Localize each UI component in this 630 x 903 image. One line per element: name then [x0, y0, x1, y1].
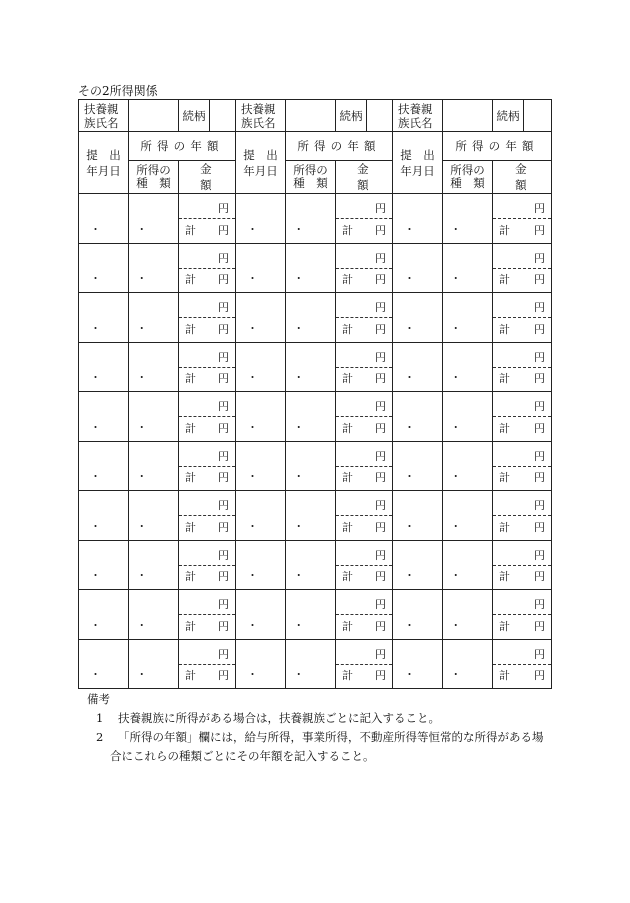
submission-date-field[interactable]: [79, 293, 160, 343]
remark-text-continued: 合にこれらの種類ごとにその年額を記入すること。: [110, 749, 375, 763]
yen-unit: 円: [534, 520, 545, 534]
yen-unit: 円: [218, 647, 229, 661]
amount-field[interactable]: [179, 540, 236, 590]
amount-field[interactable]: [493, 293, 552, 343]
date-dots: ・ ・: [404, 569, 474, 582]
yen-unit: 円: [534, 548, 545, 562]
date-label: 年月日: [400, 163, 435, 178]
yen-unit: 円: [375, 471, 386, 484]
annual-income-header: 所得の年額: [129, 132, 236, 161]
table-row: [79, 293, 552, 343]
yen-unit: 円: [218, 520, 229, 534]
yen-unit: 円: [534, 471, 545, 484]
total-label: 計: [185, 372, 196, 385]
amount-line: [493, 590, 551, 615]
remark-item-2: [90, 728, 544, 766]
yen-unit: 円: [218, 273, 229, 286]
date-dots: ・ ・: [247, 222, 317, 236]
amount-line: [336, 392, 392, 417]
table-row: [79, 491, 552, 541]
total-label: 計: [185, 471, 196, 484]
amount-field[interactable]: [179, 639, 236, 689]
amount-line: [493, 293, 551, 318]
yen-unit: 円: [534, 647, 545, 661]
relationship-field[interactable]: [367, 100, 392, 131]
amount-field[interactable]: [336, 243, 393, 293]
total-label: 計: [185, 273, 196, 286]
submission-date-field[interactable]: [236, 194, 317, 244]
amount-line: [493, 244, 551, 269]
submission-date-field[interactable]: [236, 293, 317, 343]
dependent-name-field[interactable]: [286, 100, 336, 132]
annual-income-header: 所得の年額: [286, 132, 393, 161]
total-label: 計: [342, 421, 353, 435]
submission-date-field[interactable]: [236, 392, 317, 442]
yen-unit: 円: [375, 273, 386, 286]
yen-unit: 円: [375, 548, 386, 562]
amount-line: [336, 590, 392, 615]
amount-field[interactable]: [179, 590, 236, 640]
amount-field[interactable]: [179, 243, 236, 293]
yen-unit: 円: [375, 647, 386, 661]
total-label: 計: [185, 669, 196, 682]
amount-line: [493, 392, 551, 417]
yen-unit: 円: [534, 350, 545, 364]
amount-header: 金額: [179, 161, 236, 194]
amount-field[interactable]: [493, 639, 552, 689]
amount-line: [179, 442, 235, 467]
total-label: 計: [499, 570, 510, 583]
remark-number: 2: [96, 730, 104, 744]
amount-line: [336, 194, 392, 219]
dependent-name-label: 扶養親 族氏名: [236, 100, 286, 132]
amount-field[interactable]: [336, 342, 393, 392]
yen-unit: 円: [534, 301, 545, 314]
submission-date-field[interactable]: [393, 392, 474, 442]
total-label: 計: [342, 669, 353, 682]
yen-unit: 円: [534, 202, 545, 215]
total-label: 計: [342, 223, 353, 237]
date-dots: ・ ・: [404, 668, 474, 681]
date-dots: ・ ・: [247, 371, 317, 384]
submission-date-field[interactable]: [393, 491, 474, 541]
amount-line: [493, 541, 551, 566]
income-kind-header: 所得の 種 類: [286, 161, 336, 194]
yen-unit: 円: [218, 223, 229, 237]
submission-date-field[interactable]: [393, 441, 474, 491]
yen-unit: 円: [218, 548, 229, 562]
relationship-group: [493, 100, 552, 132]
yen-unit: 円: [534, 499, 545, 512]
amount-field[interactable]: [493, 243, 552, 293]
date-dots: ・ ・: [404, 272, 474, 285]
table-row: [79, 243, 552, 293]
yen-unit: 円: [534, 669, 545, 682]
amount-field[interactable]: [336, 194, 393, 244]
date-dots: ・ ・: [404, 618, 474, 632]
income-kind-header: 所得の 種 類: [129, 161, 179, 194]
yen-unit: 円: [534, 322, 545, 336]
amount-header: 金額: [336, 161, 393, 194]
amount-line: [336, 343, 392, 368]
yen-unit: 円: [534, 570, 545, 583]
amount-field[interactable]: [336, 639, 393, 689]
amount-line: [336, 491, 392, 516]
date-dots: ・ ・: [90, 569, 160, 582]
submission-date-header: [79, 132, 129, 194]
yen-unit: 円: [218, 471, 229, 484]
submission-date-field[interactable]: [79, 243, 160, 293]
date-dots: ・ ・: [404, 470, 474, 483]
amount-line: [336, 442, 392, 467]
amount-field[interactable]: [493, 194, 552, 244]
total-label: 計: [185, 223, 196, 237]
date-dots: ・ ・: [247, 272, 317, 285]
amount-line: [493, 442, 551, 467]
relationship-group: [179, 100, 236, 132]
yen-unit: 円: [375, 202, 386, 215]
remarks-section: [87, 690, 544, 766]
total-label: 計: [499, 471, 510, 484]
amount-line: [179, 541, 235, 566]
yen-unit: 円: [218, 421, 229, 435]
yen-unit: 円: [375, 499, 386, 512]
yen-unit: 円: [375, 322, 386, 336]
yen-unit: 円: [375, 520, 386, 534]
yen-unit: 円: [375, 421, 386, 435]
yen-unit: 円: [534, 619, 545, 633]
yen-unit: 円: [218, 251, 229, 265]
amount-field[interactable]: [336, 491, 393, 541]
yen-unit: 円: [218, 322, 229, 336]
date-label: 年月日: [86, 163, 121, 178]
yen-unit: 円: [534, 372, 545, 385]
relationship-label: 続柄: [493, 100, 524, 131]
amount-line: [179, 491, 235, 516]
submission-date-field[interactable]: [79, 590, 160, 640]
amount-line: [493, 343, 551, 368]
amount-header: 金額: [493, 161, 552, 194]
annual-income-header: 所得の年額: [443, 132, 552, 161]
yen-unit: 円: [375, 372, 386, 385]
amount-line: [336, 293, 392, 318]
income-kind-header: 所得の 種 類: [443, 161, 493, 194]
yen-unit: 円: [375, 449, 386, 463]
submission-date-field[interactable]: [236, 441, 317, 491]
amount-field[interactable]: [493, 392, 552, 442]
total-label: 計: [342, 322, 353, 336]
date-dots: ・ ・: [90, 420, 160, 434]
dependent-name-field[interactable]: [443, 100, 493, 132]
amount-field[interactable]: [493, 342, 552, 392]
relationship-field[interactable]: [524, 100, 551, 131]
total-label: 計: [342, 619, 353, 633]
date-label: 年月日: [243, 163, 278, 178]
date-dots: ・ ・: [404, 222, 474, 236]
submission-date-field[interactable]: [79, 342, 160, 392]
date-dots: ・ ・: [90, 668, 160, 681]
page-title: その2所得関係: [78, 84, 158, 98]
amount-line: [493, 640, 551, 665]
amount-line: [179, 244, 235, 269]
yen-unit: 円: [218, 400, 229, 413]
date-dots: ・ ・: [404, 420, 474, 434]
yen-unit: 円: [534, 421, 545, 435]
remark-item-1: [90, 709, 544, 728]
income-form-table: [78, 99, 552, 689]
amount-field[interactable]: [179, 194, 236, 244]
yen-unit: 円: [534, 251, 545, 265]
relationship-label: 続柄: [179, 100, 210, 131]
yen-unit: 円: [375, 669, 386, 682]
yen-unit: 円: [218, 598, 229, 611]
amount-line: [179, 293, 235, 318]
date-dots: ・ ・: [90, 222, 160, 236]
submission-date-field[interactable]: [79, 441, 160, 491]
date-dots: ・ ・: [247, 470, 317, 483]
total-label: 計: [342, 372, 353, 385]
yen-unit: 円: [218, 619, 229, 633]
submission-date-field[interactable]: [393, 639, 474, 689]
submission-date-field[interactable]: [393, 342, 474, 392]
submission-date-field[interactable]: [393, 590, 474, 640]
yen-unit: 円: [218, 350, 229, 364]
submission-date-header: [236, 132, 286, 194]
yen-unit: 円: [218, 202, 229, 215]
yen-unit: 円: [375, 400, 386, 413]
submission-date-field[interactable]: [393, 540, 474, 590]
date-dots: ・ ・: [247, 668, 317, 681]
date-dots: ・ ・: [247, 420, 317, 434]
amount-field[interactable]: [336, 293, 393, 343]
amount-field[interactable]: [493, 491, 552, 541]
table-row: [79, 342, 552, 392]
amount-line: [179, 343, 235, 368]
submission-date-field[interactable]: [393, 194, 474, 244]
submission-date-field[interactable]: [79, 639, 160, 689]
amount-line: [179, 640, 235, 665]
amount-field[interactable]: [179, 441, 236, 491]
yen-unit: 円: [218, 449, 229, 463]
remark-number: 1: [96, 711, 104, 725]
yen-unit: 円: [375, 350, 386, 364]
amount-field[interactable]: [493, 441, 552, 491]
total-label: 計: [342, 471, 353, 484]
total-label: 計: [342, 520, 353, 534]
amount-field[interactable]: [336, 441, 393, 491]
submission-label: 提 出: [400, 147, 435, 162]
amount-field[interactable]: [493, 590, 552, 640]
total-label: 計: [185, 619, 196, 633]
amount-field[interactable]: [336, 590, 393, 640]
yen-unit: 円: [218, 499, 229, 512]
relationship-field[interactable]: [210, 100, 235, 131]
relationship-label: 続柄: [336, 100, 367, 131]
amount-field[interactable]: [179, 491, 236, 541]
submission-date-field[interactable]: [79, 491, 160, 541]
dependent-name-label: 扶養親 族氏名: [79, 100, 129, 132]
relationship-group: [336, 100, 393, 132]
date-dots: ・ ・: [90, 470, 160, 483]
amount-line: [336, 244, 392, 269]
date-dots: ・ ・: [247, 618, 317, 632]
remarks-title: 備考: [87, 692, 110, 706]
date-dots: ・ ・: [90, 272, 160, 285]
table-row: [79, 639, 552, 689]
total-label: 計: [499, 223, 510, 237]
submission-date-field[interactable]: [393, 293, 474, 343]
date-dots: ・ ・: [247, 321, 317, 335]
date-dots: ・ ・: [404, 519, 474, 533]
total-label: 計: [185, 421, 196, 435]
amount-line: [493, 491, 551, 516]
amount-line: [179, 590, 235, 615]
amount-line: [179, 194, 235, 219]
date-dots: ・ ・: [90, 618, 160, 632]
date-dots: ・ ・: [247, 519, 317, 533]
submission-date-field[interactable]: [79, 540, 160, 590]
table-row: [79, 441, 552, 491]
total-label: 計: [342, 273, 353, 286]
date-dots: ・ ・: [404, 371, 474, 384]
submission-date-field[interactable]: [236, 540, 317, 590]
date-dots: ・ ・: [404, 321, 474, 335]
total-label: 計: [499, 421, 510, 435]
date-dots: ・ ・: [90, 371, 160, 384]
yen-unit: 円: [218, 570, 229, 583]
amount-field[interactable]: [336, 540, 393, 590]
yen-unit: 円: [534, 598, 545, 611]
total-label: 計: [499, 322, 510, 336]
yen-unit: 円: [218, 669, 229, 682]
submission-date-field[interactable]: [236, 590, 317, 640]
yen-unit: 円: [218, 301, 229, 314]
total-label: 計: [499, 619, 510, 633]
total-label: 計: [342, 570, 353, 583]
total-label: 計: [499, 372, 510, 385]
date-dots: ・ ・: [90, 321, 160, 335]
date-dots: ・ ・: [247, 569, 317, 582]
table-row: [79, 540, 552, 590]
yen-unit: 円: [375, 619, 386, 633]
yen-unit: 円: [534, 223, 545, 237]
amount-line: [336, 640, 392, 665]
total-label: 計: [185, 570, 196, 583]
amount-field[interactable]: [179, 392, 236, 442]
yen-unit: 円: [375, 570, 386, 583]
total-label: 計: [499, 669, 510, 682]
date-dots: ・ ・: [90, 519, 160, 533]
remark-text: 扶養親族に所得がある場合は，扶養親族ごとに記入すること。: [118, 711, 440, 725]
remark-text: 「所得の年額」欄には，給与所得，事業所得，不動産所得等恒常的な所得がある場: [118, 730, 544, 744]
dependent-name-label: 扶養親 族氏名: [393, 100, 443, 132]
submission-date-field[interactable]: [79, 392, 160, 442]
total-label: 計: [499, 520, 510, 534]
submission-date-field[interactable]: [393, 243, 474, 293]
submission-date-field[interactable]: [236, 639, 317, 689]
submission-date-field[interactable]: [236, 243, 317, 293]
yen-unit: 円: [375, 223, 386, 237]
submission-date-header: [393, 132, 443, 194]
amount-field[interactable]: [336, 392, 393, 442]
amount-field[interactable]: [493, 540, 552, 590]
yen-unit: 円: [375, 598, 386, 611]
submission-date-field[interactable]: [236, 342, 317, 392]
amount-line: [336, 541, 392, 566]
amount-field[interactable]: [179, 342, 236, 392]
amount-line: [493, 194, 551, 219]
table-row: [79, 194, 552, 244]
yen-unit: 円: [375, 251, 386, 265]
submission-date-field[interactable]: [236, 491, 317, 541]
submission-label: 提 出: [243, 147, 278, 162]
yen-unit: 円: [375, 301, 386, 314]
yen-unit: 円: [534, 273, 545, 286]
total-label: 計: [185, 520, 196, 534]
submission-label: 提 出: [86, 147, 121, 162]
yen-unit: 円: [534, 449, 545, 463]
table-row: [79, 392, 552, 442]
table-row: [79, 590, 552, 640]
amount-line: [179, 392, 235, 417]
total-label: 計: [185, 322, 196, 336]
total-label: 計: [499, 273, 510, 286]
yen-unit: 円: [534, 400, 545, 413]
submission-date-field[interactable]: [79, 194, 160, 244]
amount-field[interactable]: [179, 293, 236, 343]
yen-unit: 円: [218, 372, 229, 385]
dependent-name-field[interactable]: [129, 100, 179, 132]
